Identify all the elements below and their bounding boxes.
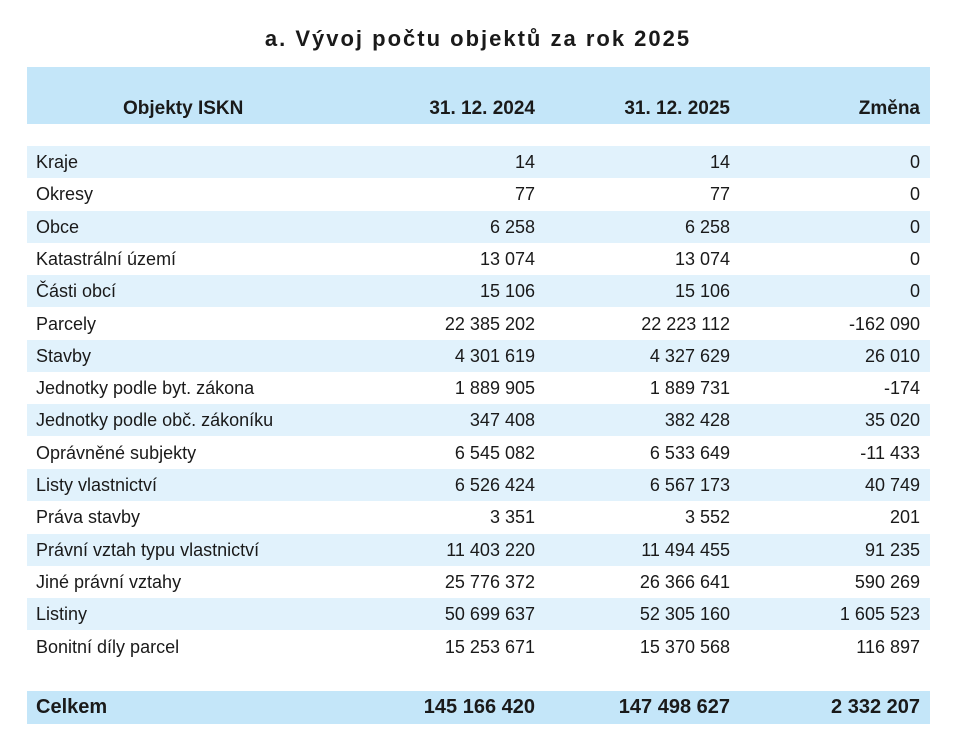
row-name-cell: Listy vlastnictví (36, 475, 158, 495)
row-change-cell: 590 269 (854, 571, 920, 592)
table-row (27, 146, 930, 178)
row-name-cell: Jednotky podle obč. zákoníku (36, 410, 274, 431)
table-row (27, 275, 930, 307)
table-row (27, 211, 930, 243)
row-2025-cell: 26 366 641 (639, 571, 730, 592)
row-2025-cell: 1 889 731 (649, 378, 730, 399)
row-name-cell: Bonitní díly parcel (36, 636, 180, 657)
row-2024-cell: 6 526 424 (454, 475, 535, 495)
row-change-cell: -162 090 (848, 313, 920, 334)
row-2025-cell: 13 074 (674, 248, 730, 269)
table-row (27, 631, 930, 663)
row-2024-cell: 3 351 (489, 507, 535, 528)
row-2024-cell: 1 889 905 (454, 378, 535, 399)
row-change-cell: -11 433 (860, 442, 920, 463)
row-2024-cell: 347 408 (469, 410, 535, 431)
row-2024-cell: 25 776 372 (444, 571, 535, 592)
row-change-cell: 0 (909, 248, 920, 269)
row-2024-cell: 14 (514, 152, 535, 172)
row-2025-cell: 22 223 112 (641, 313, 730, 334)
row-2024-cell: 77 (514, 184, 535, 205)
table-row (27, 469, 930, 501)
row-name-cell: Oprávněné subjekty (36, 442, 197, 463)
row-name-cell: Parcely (36, 313, 97, 334)
row-change-cell: 0 (909, 152, 920, 172)
row-2025-cell: 382 428 (664, 410, 730, 431)
row-2024-cell: 13 074 (479, 248, 535, 269)
row-2024-cell: 4 301 619 (454, 345, 535, 366)
row-2024-cell: 6 258 (489, 216, 535, 237)
column-header-2025: 31. 12. 2025 (624, 98, 730, 119)
row-change-cell: 91 235 (864, 539, 920, 560)
row-2025-cell: 77 (709, 184, 730, 205)
table-row (27, 404, 930, 436)
row-name-cell: Okresy (36, 184, 94, 205)
row-change-cell: 1 605 523 (839, 604, 920, 625)
row-2025-cell: 52 305 160 (639, 604, 730, 625)
total-row (27, 691, 930, 724)
table-row (27, 534, 930, 566)
row-2025-cell: 15 106 (674, 281, 730, 302)
table-row (27, 437, 930, 469)
row-name-cell: Jiné právní vztahy (36, 571, 182, 592)
row-2024-cell: 11 403 220 (446, 539, 535, 560)
total-label: Celkem (36, 696, 108, 718)
table-row (27, 501, 930, 533)
column-header-objects: Objekty ISKN (123, 98, 244, 119)
row-change-cell: 35 020 (864, 410, 920, 431)
row-name-cell: Listiny (36, 604, 88, 625)
table-header (27, 67, 930, 124)
total-2024: 145 166 420 (423, 696, 535, 718)
column-header-2024: 31. 12. 2024 (429, 98, 535, 119)
row-change-cell: 26 010 (864, 345, 920, 366)
row-change-cell: 40 749 (864, 475, 920, 495)
table-row (27, 566, 930, 598)
row-2024-cell: 15 253 671 (444, 636, 535, 657)
row-2025-cell: 6 258 (684, 216, 730, 237)
row-name-cell: Práva stavby (36, 507, 141, 528)
row-name-cell: Obce (36, 216, 80, 237)
row-2025-cell: 14 (709, 152, 730, 172)
row-change-cell: -174 (883, 378, 920, 399)
row-2025-cell: 6 567 173 (649, 475, 730, 495)
total-2025: 147 498 627 (618, 696, 730, 718)
total-change: 2 332 207 (831, 696, 920, 718)
row-name-cell: Části obcí (36, 281, 117, 302)
row-change-cell: 0 (909, 216, 920, 237)
table-row (27, 340, 930, 372)
row-2025-cell: 11 494 455 (641, 539, 730, 560)
row-2025-cell: 6 533 649 (649, 442, 730, 463)
row-name-cell: Jednotky podle byt. zákona (36, 378, 255, 399)
row-change-cell: 0 (909, 184, 920, 205)
row-change-cell: 201 (889, 507, 920, 528)
page-title: a. Vývoj počtu objektů za rok 2025 (264, 26, 692, 51)
row-change-cell: 0 (909, 281, 920, 302)
row-2025-cell: 4 327 629 (649, 345, 730, 366)
table-row (27, 243, 930, 275)
row-2025-cell: 15 370 568 (639, 636, 730, 657)
row-2024-cell: 50 699 637 (444, 604, 535, 625)
row-name-cell: Právní vztah typu vlastnictví (36, 539, 260, 560)
row-name-cell: Katastrální území (36, 248, 177, 269)
row-2025-cell: 3 552 (684, 507, 730, 528)
table-row (27, 308, 930, 340)
row-name-cell: Stavby (36, 345, 92, 366)
row-name-cell: Kraje (36, 152, 79, 172)
table-row (27, 178, 930, 210)
table-row (27, 372, 930, 404)
column-header-change: Změna (858, 98, 920, 119)
row-2024-cell: 6 545 082 (454, 442, 535, 463)
row-change-cell: 116 897 (856, 636, 920, 657)
table-row (27, 598, 930, 630)
row-2024-cell: 22 385 202 (444, 313, 535, 334)
row-2024-cell: 15 106 (479, 281, 535, 302)
